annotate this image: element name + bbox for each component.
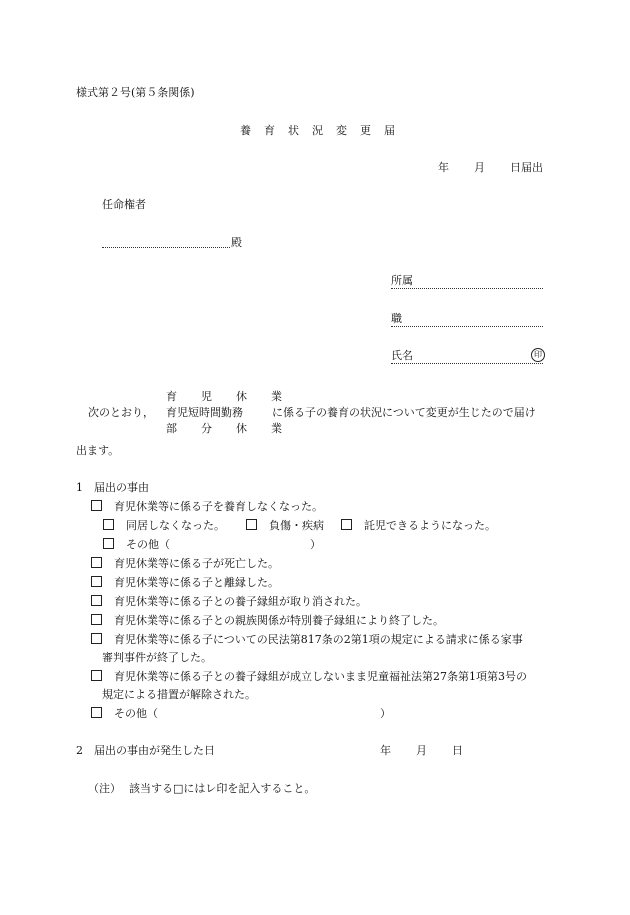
- occurrence-year-label: 年: [380, 744, 391, 757]
- sub-not-cohabiting: 同居しなくなった。: [126, 519, 225, 532]
- section2-heading: 2 届出の事由が発生した日: [76, 744, 215, 757]
- reason-not-raising: 育児休業等に係る子を養育しなくなった。: [91, 500, 323, 514]
- checkbox[interactable]: [91, 707, 102, 718]
- section1-heading: 1 届出の事由: [76, 481, 149, 494]
- reason-other: その他（ ）: [91, 707, 391, 721]
- name-field[interactable]: [391, 363, 543, 364]
- addressee-field[interactable]: [102, 247, 230, 248]
- reason-sub-other: その他（ ）: [103, 538, 321, 552]
- option-short-time-work: 育児短時間勤務: [166, 406, 243, 419]
- position-field[interactable]: [391, 326, 543, 327]
- title-char: 育: [264, 124, 275, 137]
- name-label: 氏名: [391, 349, 413, 362]
- checkbox[interactable]: [91, 633, 102, 644]
- date-day-label: 日届出: [510, 161, 543, 174]
- reason-sub-options: [103, 519, 496, 533]
- affiliation-label: 所属: [391, 274, 413, 287]
- occurrence-day-label: 日: [452, 744, 463, 757]
- affiliation-field[interactable]: [391, 288, 543, 289]
- checkbox[interactable]: [103, 538, 114, 549]
- reason-welfare-measure-cont: 規定による措置が解除された。: [102, 688, 256, 701]
- title-char: 変: [336, 124, 347, 137]
- intro-tail: に係る子の養育の状況について変更が生じたので届け: [272, 406, 536, 419]
- checkbox[interactable]: [91, 614, 102, 625]
- reason-special-adoption: 育児休業等に係る子との親族関係が特別養子縁組により終了した。: [91, 614, 444, 628]
- title-char: 養: [240, 124, 251, 137]
- occurrence-month-label: 月: [416, 744, 427, 757]
- date-year-label: 年: [438, 161, 449, 174]
- reason-child-died: 育児休業等に係る子が死亡した。: [91, 557, 279, 571]
- title-char: 更: [360, 124, 371, 137]
- reason-adoption-cancelled: 育児休業等に係る子との養子縁組が取り消された。: [91, 595, 367, 609]
- form-number: 様式第２号(第５条関係): [76, 86, 195, 99]
- honorific: 殿: [231, 236, 242, 249]
- checkbox[interactable]: [91, 557, 102, 568]
- note-label: （注）: [88, 782, 121, 795]
- reason-welfare-measure: 育児休業等に係る子との養子縁組が成立しないまま児童福祉法第27条第1項第3号の: [91, 670, 527, 684]
- appointing-authority-label: 任命権者: [102, 198, 146, 211]
- title-char: 況: [312, 124, 323, 137]
- position-label: 職: [391, 312, 402, 325]
- option-partial-leave: 部 分 休 業: [166, 422, 282, 435]
- checkbox[interactable]: [103, 519, 114, 530]
- title-char: 状: [288, 124, 299, 137]
- reason-family-court-cont: 審判事件が終了した。: [102, 651, 212, 664]
- intro-lead: 次のとおり，: [88, 406, 154, 419]
- note: [88, 782, 315, 796]
- option-childcare-leave: 育 児 休 業: [166, 390, 282, 403]
- checkbox[interactable]: [91, 576, 102, 587]
- note-text: 該当する□にはレ印を記入すること。: [129, 782, 316, 795]
- intro-continuation: 出ます。: [76, 444, 120, 457]
- title-char: 届: [384, 124, 395, 137]
- reason-family-court: 育児休業等に係る子についての民法第817条の2第1項の規定による請求に係る家事: [91, 633, 523, 647]
- checkbox[interactable]: [341, 519, 352, 530]
- reason-dissolved-adoption: 育児休業等に係る子と離縁した。: [91, 576, 279, 590]
- seal-mark: 印: [531, 348, 545, 362]
- checkbox[interactable]: [91, 670, 102, 681]
- sub-childcare-available: 託児できるようになった。: [364, 519, 496, 532]
- checkbox[interactable]: [91, 595, 102, 606]
- checkbox[interactable]: [91, 500, 102, 511]
- sub-injury-illness: 負傷・疾病: [269, 519, 324, 532]
- date-month-label: 月: [474, 161, 485, 174]
- checkbox[interactable]: [246, 519, 257, 530]
